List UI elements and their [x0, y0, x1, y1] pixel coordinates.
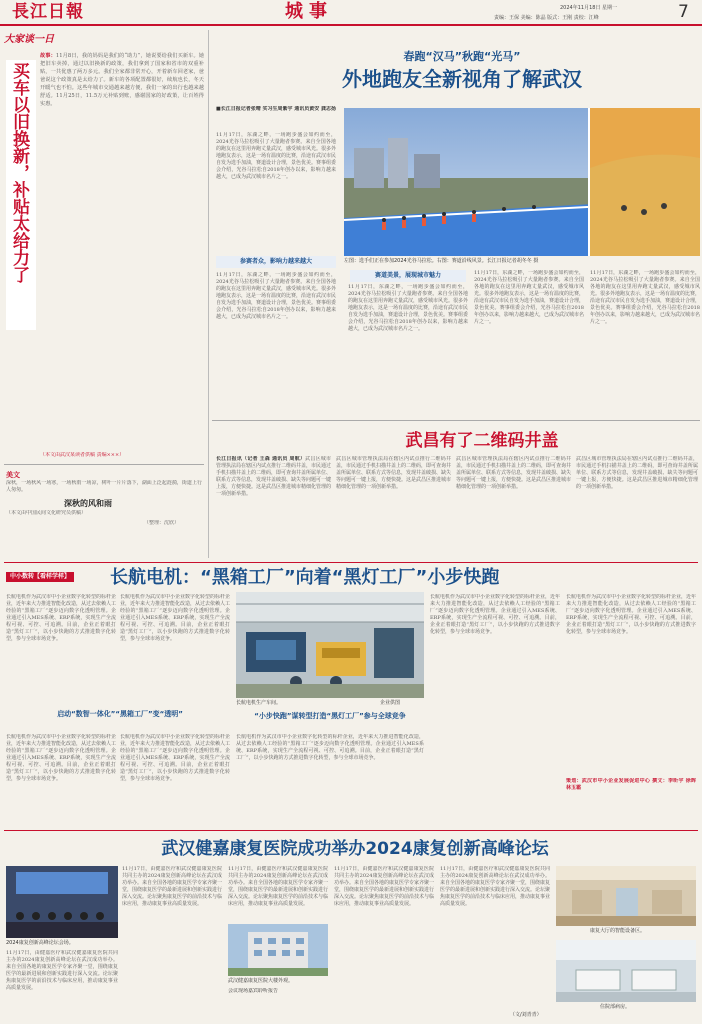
marathon-photo-caption: 左图：选手们正在参加2024光谷马拉松。右图：赛道沿线风景。长江日报记者胡冬冬 摄	[344, 258, 539, 264]
story1-col1b: 11月17日，东湖之畔，一场跑步盛会如约而至，2024光谷马拉松吸引了大量跑者参赛。来自全国各地的跑友在这里用奔跑丈量武汉，感受城市风光。很多外地跑友表示，这是一场有温度的比赛，沿途有武汉市民自发为选手加油，赛道设计合理，景色优美。赛事组委会介绍，光谷马拉松自2018年创办以来，影响力越来越大，已成为武汉城市名片之一。	[216, 272, 336, 320]
story4-top-rule	[4, 830, 698, 831]
sidebar-column	[4, 30, 206, 558]
hall-photo	[556, 866, 696, 926]
dajiatan-badge: 大家谈一日	[4, 34, 54, 45]
forum-photo-caption: 2024康复创新高峰论坛会场。	[6, 940, 74, 946]
story1-col1: 11月17日，东湖之畔，一场跑步盛会如约而至，2024光谷马拉松吸引了大量跑者参赛。来自全国各地的跑友在这里用奔跑丈量武汉，感受城市风光。很多外地跑友表示，这是一场有温度的比赛，沿途有武汉市民自发为选手加油，赛道设计合理，景色优美。赛事组委会介绍，光谷马拉松自2018年创办以来，影响力越来越大，已成为武汉城市名片之一。	[216, 132, 336, 180]
sidebar-divider	[4, 464, 204, 465]
story4-title: 武汉健嘉康复医院成功举办2024康复创新高峰论坛	[161, 839, 549, 859]
story2-body-1: 武昌区城市管理执法局在辖区内试点推行二维码井盖，市民通过手机扫描井盖上的二维码，即可查询井盖所属单位、联系方式等信息，发现井盖破损、缺失等问题可一键上报，方便快捷。这是武昌区推进城市精细化管理的一项创新举措。	[216, 456, 331, 497]
sidebar-headline	[6, 60, 36, 330]
story4-col3: 11月17日，由健嘉医疗和武汉健嘉康复医院共同主办的2024康复创新高峰论坛在武汉成功举办。来自全国各地的康复医学专家齐聚一堂，围绕康复医学的最新进展和创新实践进行深入交流。论坛聚焦康复医学的前沿技术与临床应用，推动康复事业高质量发展。	[228, 866, 328, 907]
masthead	[0, 0, 702, 26]
story4-body-6: 11月17日，由健嘉医疗和武汉健嘉康复医院共同主办的2024康复创新高峰论坛在武汉成功举办。来自全国各地的康复医学专家齐聚一堂，围绕康复医学的最新进展和创新实践进行深入交流。论坛聚焦康复医学的前沿技术与临床应用，推动康复事业高质量发展。	[440, 866, 550, 907]
story3-sub1: 启动“数智一体化”“黑箱工厂”变“透明”	[57, 710, 183, 718]
story3-title: 长航电机：“黑箱工厂”向着“黑灯工厂”小步快跑	[110, 567, 500, 588]
story-changhang	[0, 562, 702, 830]
date-line: 2024年11月18日 星期一	[560, 5, 618, 11]
mini-source: （本文由中国民间文化研究员供稿）	[6, 510, 87, 516]
factory-photo-image	[236, 592, 424, 698]
hospital-photo-image	[228, 924, 328, 976]
forum-photo	[6, 866, 118, 938]
story2-col4: 武昌区城市管理执法局在辖区内试点推行二维码井盖，市民通过手机扫描井盖上的二维码，即可查询井盖所属单位、联系方式等信息，发现井盖破损、缺失等问题可一键上报，方便快捷。这是武昌区推进城市精细化管理的一项创新举措。	[576, 456, 698, 490]
story1-col4: 11月17日，东湖之畔，一场跑步盛会如约而至，2024光谷马拉松吸引了大量跑者参赛。来自全国各地的跑友在这里用奔跑丈量武汉，感受城市风光。很多外地跑友表示，这是一场有温度的比赛，沿途有武汉市民自发为选手加油，赛道设计合理，景色优美。赛事组委会介绍，光谷马拉松自2018年创办以来，影响力越来越大，已成为武汉城市名片之一。	[590, 270, 700, 325]
story4-col5: 11月17日，由健嘉医疗和武汉健嘉康复医院共同主办的2024康复创新高峰论坛在武汉成功举办。来自全国各地的康复医学专家齐聚一堂，围绕康复医学的最新进展和创新实践进行深入交流。论坛聚焦康复医学的前沿技术与临床应用，推动康复事业高质量发展。	[334, 866, 434, 907]
story3-col5: 长航电机作为武汉市中小企业数字化转型的标杆企业，近年来大力推进智能化改造，从过去依赖人工经验的“黑箱工厂”逐步迈向数字化透明管理。企业通过引入MES系统、ERP系统，实现生产全流程可视、可控、可追溯。目前，企业正着眼打造“黑灯工厂”，以小步快跑的方式推进数字化转型，参与全球市场竞争。	[6, 734, 116, 782]
sidebar-source: （本文由武汉某读者供稿 责编×××）	[40, 452, 125, 458]
mini-title: 深秋的风和雨	[64, 499, 112, 508]
story1-col3: 11月17日，东湖之畔，一场跑步盛会如约而至，2024光谷马拉松吸引了大量跑者参赛。来自全国各地的跑友在这里用奔跑丈量武汉，感受城市风光。很多外地跑友表示，这是一场有温度的比赛，沿途有武汉市民自发为选手加油，赛道设计合理，景色优美。赛事组委会介绍，光谷马拉松自2018年创办以来，影响力越来越大，已成为武汉城市名片之一。	[474, 270, 584, 325]
mini-label: 美文	[6, 471, 20, 479]
story4-credit: （文/刘青青）	[510, 1012, 542, 1018]
story4-col4: 会议现场嘉宾聆听报告	[228, 988, 279, 994]
story-label: 故事：	[40, 53, 56, 59]
sidebar-story	[40, 52, 204, 452]
ward-photo-caption: 住院部病房。	[600, 1004, 631, 1010]
page-number: 7	[678, 2, 689, 22]
story2-top-rule	[212, 420, 700, 421]
story2-col3: 武昌区城市管理执法局在辖区内试点推行二维码井盖，市民通过手机扫描井盖上的二维码，即可查询井盖所属单位、联系方式等信息，发现井盖破损、缺失等问题可一键上报，方便快捷。这是武昌区推进城市精细化管理的一项创新举措。	[456, 456, 571, 490]
marathon-photo-image	[344, 108, 700, 256]
story3-col3: 长航电机作为武汉市中小企业数字化转型的标杆企业，近年来大力推进智能化改造，从过去依赖人工经验的“黑箱工厂”逐步迈向数字化透明管理。企业通过引入MES系统、ERP系统，实现生产全流程可视、可控、可追溯。目前，企业正着眼打造“黑灯工厂”，以小步快跑的方式推进数字化转型，参与全球市场竞争。	[430, 594, 560, 635]
story2-col2: 武昌区城市管理执法局在辖区内试点推行二维码井盖，市民通过手机扫描井盖上的二维码，即可查询井盖所属单位、联系方式等信息，发现井盖破损、缺失等问题可一键上报，方便快捷。这是武昌区推进城市精细化管理的一项创新举措。	[336, 456, 451, 490]
story1-col2: 11月17日，东湖之畔，一场跑步盛会如约而至，2024光谷马拉松吸引了大量跑者参赛。来自全国各地的跑友在这里用奔跑丈量武汉，感受城市风光。很多外地跑友表示，这是一场有温度的比赛，沿途有武汉市民自发为选手加油，赛道设计合理，景色优美。赛事组委会介绍，光谷马拉松自2018年创办以来，影响力越来越大，已成为武汉城市名片之一。	[348, 284, 468, 332]
newspaper-logo: 長江日報	[12, 2, 84, 22]
story4-col2: 11月17日，由健嘉医疗和武汉健嘉康复医院共同主办的2024康复创新高峰论坛在武汉成功举办。来自全国各地的康复医学专家齐聚一堂，围绕康复医学的最新进展和创新实践进行深入交流。论坛聚焦康复医学的前沿技术与临床应用，推动康复事业高质量发展。	[122, 866, 222, 907]
story4-col1: 11月17日，由健嘉医疗和武汉健嘉康复医院共同主办的2024康复创新高峰论坛在武汉成功举办。来自全国各地的康复医学专家齐聚一堂，围绕康复医学的最新进展和创新实践进行深入交流。论坛聚焦康复医学的前沿技术与临床应用，推动康复事业高质量发展。	[6, 950, 118, 991]
story3-top-rule	[4, 562, 698, 563]
story-jianjia	[0, 830, 702, 1024]
story1-kicker: 春跑“汉马”秋跑“光马”	[403, 50, 521, 63]
mini-body: 深秋，一场秋风一场寒，一场秋雨一场凉，树叶一片片落下，湖面上泛起涟漪，街道上行人匆匆。	[6, 480, 202, 493]
story3-col1: 长航电机作为武汉市中小企业数字化转型的标杆企业，近年来大力推进智能化改造，从过去依赖人工经验的“黑箱工厂”逐步迈向数字化透明管理。企业通过引入MES系统、ERP系统，实现生产全流程可视、可控、可追溯。目前，企业正着眼打造“黑灯工厂”，以小步快跑的方式推进数字化转型，参与全球市场竞争。	[6, 594, 116, 642]
story1-title: 外地跑友全新视角了解武汉	[342, 67, 582, 91]
masthead-rule	[0, 24, 702, 26]
story1-byline: ■长江日报记者张晴 实习生周紫宇 通讯员黄安 龚志扬	[216, 106, 336, 112]
story2-title: 武昌有了二维码井盖	[405, 431, 559, 451]
story2-col1	[216, 456, 331, 556]
story3-byline-end: 策划：武汉市中小企业发展促进中心 撰文：李昕宇 徐晖 林玉霜	[566, 778, 696, 791]
story-qr-manhole	[212, 420, 700, 560]
story3-col7: 长航电机作为武汉市中小企业数字化转型的标杆企业，近年来大力推进智能化改造，从过去依赖人工经验的“黑箱工厂”逐步迈向数字化透明管理。企业通过引入MES系统、ERP系统，实现生产全流程可视、可控、可追溯。目前，企业正着眼打造“黑灯工厂”，以小步快跑的方式推进数字化转型，参与全球市场竞争。	[236, 734, 424, 761]
story4-col6	[440, 866, 550, 1020]
story-marathon	[212, 28, 700, 428]
story2-byline: 长江日报讯（记者 王森 通讯员 周航）	[216, 456, 306, 462]
ward-photo-image	[556, 940, 696, 1002]
story1-sub1: 参赛者众，影响力越来越大	[216, 256, 336, 268]
story3-col6: 长航电机作为武汉市中小企业数字化转型的标杆企业，近年来大力推进智能化改造，从过去依赖人工经验的“黑箱工厂”逐步迈向数字化透明管理。企业通过引入MES系统、ERP系统，实现生产全流程可视、可控、可追溯。目前，企业正着眼打造“黑灯工厂”，以小步快跑的方式推进数字化转型，参与全球市场竞争。	[120, 734, 230, 782]
forum-photo-image	[6, 866, 118, 938]
sidebar-body-1: 11月8日，我的妈妈是我们的“助力”，她说要给我们买新车。她把旧车卖掉，通过以旧换新的政策，我们拿到了国家和省市的双重补贴，一共优惠了两万多元。我们全家都非常开心，开着新车回老家，爸爸说这个政策真是太给力了。新车的各项配置都很好，续航也长，冬天开暖气也不怕。这些年城市交通越来越方便，我们一家的出行也越来越舒适。11月25日，11.5万元补贴到账，感谢国家的好政策，让百姓得实惠。	[40, 53, 204, 107]
story1-sub2: 赛道美景，展现城市魅力	[350, 270, 466, 282]
story3-sub2: “小步快跑”谋转型打造“黑灯工厂”参与全球竞争	[254, 712, 406, 720]
ward-photo	[556, 940, 696, 1002]
hall-photo-caption: 康复大厅的智能设备区。	[590, 928, 646, 934]
hospital-photo	[228, 924, 328, 976]
sidebar-vrule	[208, 30, 209, 558]
story3-col2: 长航电机作为武汉市中小企业数字化转型的标杆企业，近年来大力推进智能化改造，从过去依赖人工经验的“黑箱工厂”逐步迈向数字化透明管理。企业通过引入MES系统、ERP系统，实现生产全流程可视、可控、可追溯。目前，企业正着眼打造“黑灯工厂”，以小步快跑的方式推进数字化转型，参与全球市场竞争。	[120, 594, 230, 642]
factory-photo	[236, 592, 424, 698]
mini-sign: （整理：沈欣）	[144, 520, 180, 526]
factory-photo-caption: 长航电机生产车间。	[236, 700, 282, 706]
sidebar-headline-text: 买车以旧换新，补贴太给力了	[9, 62, 29, 283]
factory-photo-credit: 企业供图	[380, 700, 401, 706]
hall-photo-image	[556, 866, 696, 926]
section-title: 城事	[285, 1, 333, 22]
hospital-photo-caption: 武汉健嘉康复医院大楼外观。	[228, 978, 294, 984]
story3-band-label: 中小数转【看样学样】	[6, 572, 74, 582]
editor-line: 责编：王保 美编：陈晶 版式：王刚 责校：江峰	[494, 15, 599, 21]
story3-col4: 长航电机作为武汉市中小企业数字化转型的标杆企业，近年来大力推进智能化改造，从过去依赖人工经验的“黑箱工厂”逐步迈向数字化透明管理。企业通过引入MES系统、ERP系统，实现生产全流程可视、可控、可追溯。目前，企业正着眼打造“黑灯工厂”，以小步快跑的方式推进数字化转型，参与全球市场竞争。	[566, 594, 696, 635]
marathon-photo	[344, 108, 700, 256]
